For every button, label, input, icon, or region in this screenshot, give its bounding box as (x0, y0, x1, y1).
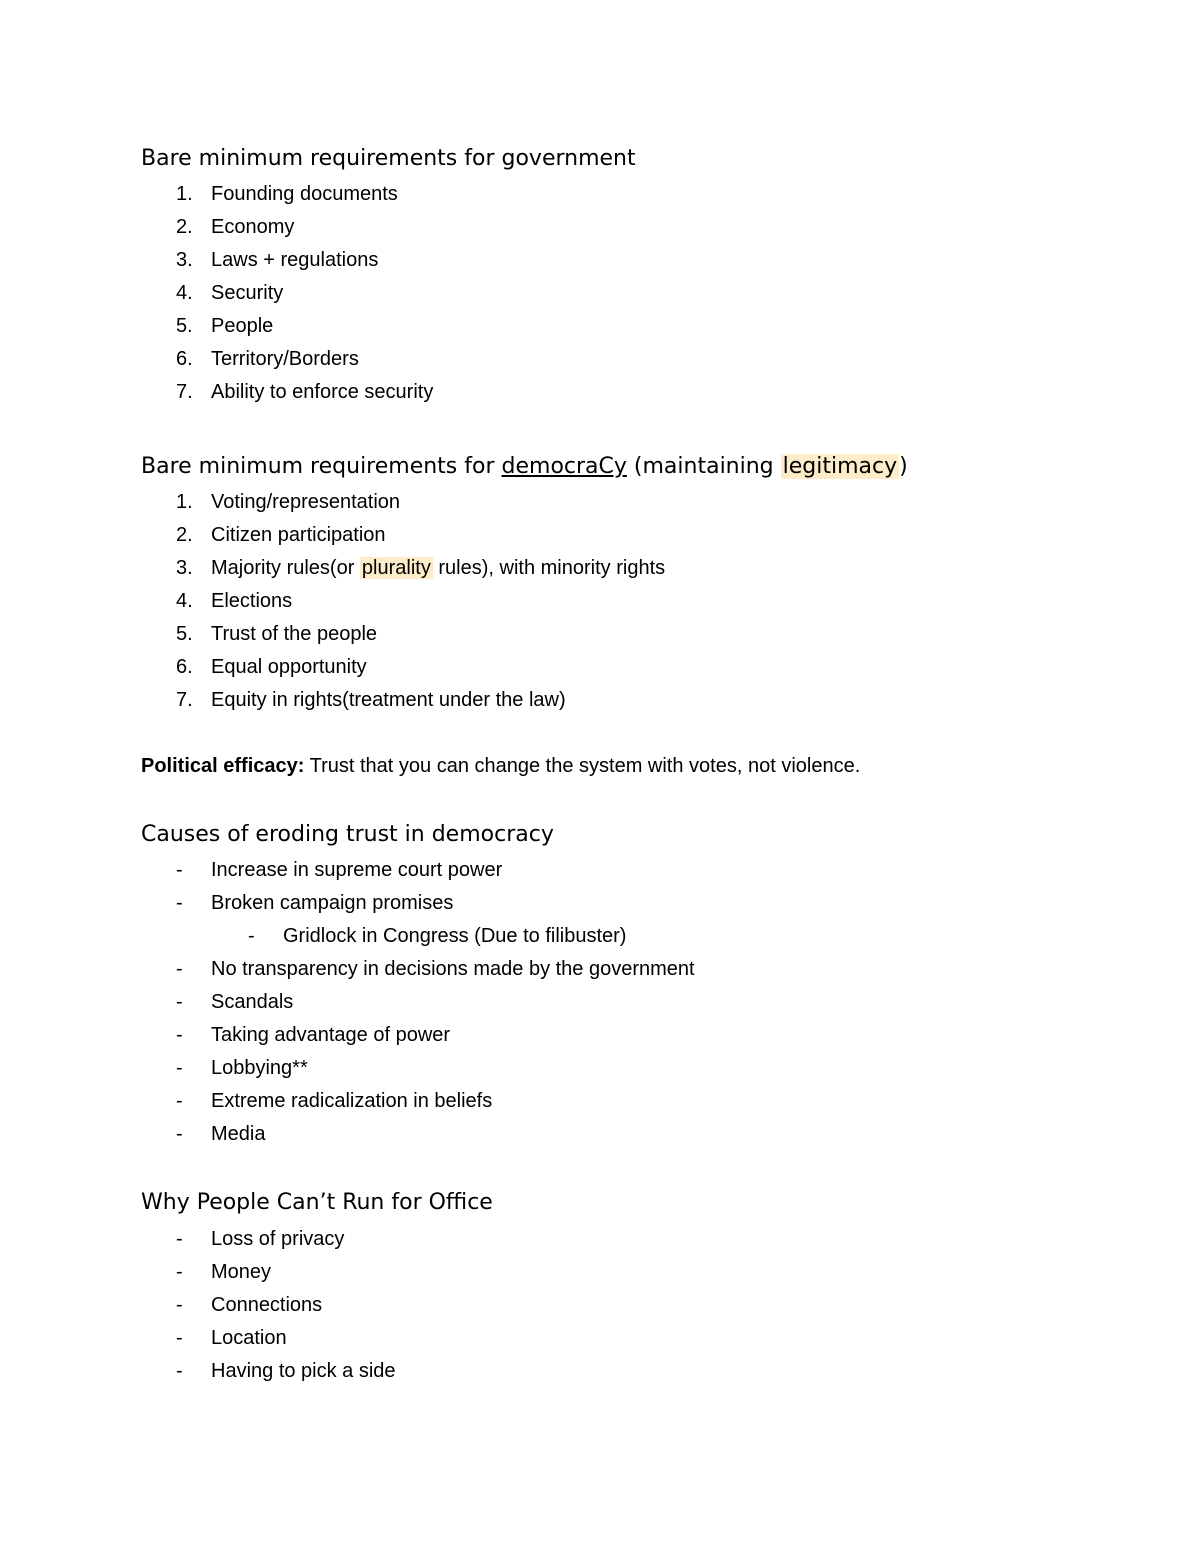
section-heading-democracy: Bare minimum requirements for democraCy (maintaining legitimacy) (141, 454, 908, 479)
underlined-term: democraCy (501, 454, 627, 479)
document-page: Bare minimum requirements for government 1. Founding documents 2. Economy 3. Laws + regulations 4. Security 5. People 6. Territory/Borders 7. Ability to enforce security Bare minimum requirements for democraCy (maintaining legitimacy) 1. Voting/representation 2. Citizen participation 3. Majority rules(or plurality rules), with minority rights 4. Elections 5. Trust of the people 6. Equal opportunity 7. Equity in rights(treatment under the law) Political efficacy: Trust that you can change the system with votes, not violence. Causes of eroding trust in democracy - Increase in supreme court power - Broken campaign promises - Gridlock in Congress (Due to filibuster) - No transparency in decisions made by the government - Scandals - Taking advantage of power - Lobbying** - Extreme radicalization in beliefs - Media Why People Can’t Run for Office - Loss of privacy - Money - Connections - Location - Having to pick a side (141, 146, 908, 1382)
definition-term: Political efficacy: (141, 755, 305, 777)
section-heading-government: Bare minimum requirements for government (141, 146, 636, 171)
definition-paragraph (141, 754, 860, 778)
highlighted-term: plurality (361, 557, 431, 579)
highlighted-term: legitimacy (782, 454, 898, 479)
section-heading-run-for-office: Why People Can’t Run for Office (141, 1190, 493, 1215)
section-heading-eroding-trust: Causes of eroding trust in democracy (141, 822, 554, 847)
definition-text: Trust that you can change the system with votes, not violence. (304, 755, 861, 777)
